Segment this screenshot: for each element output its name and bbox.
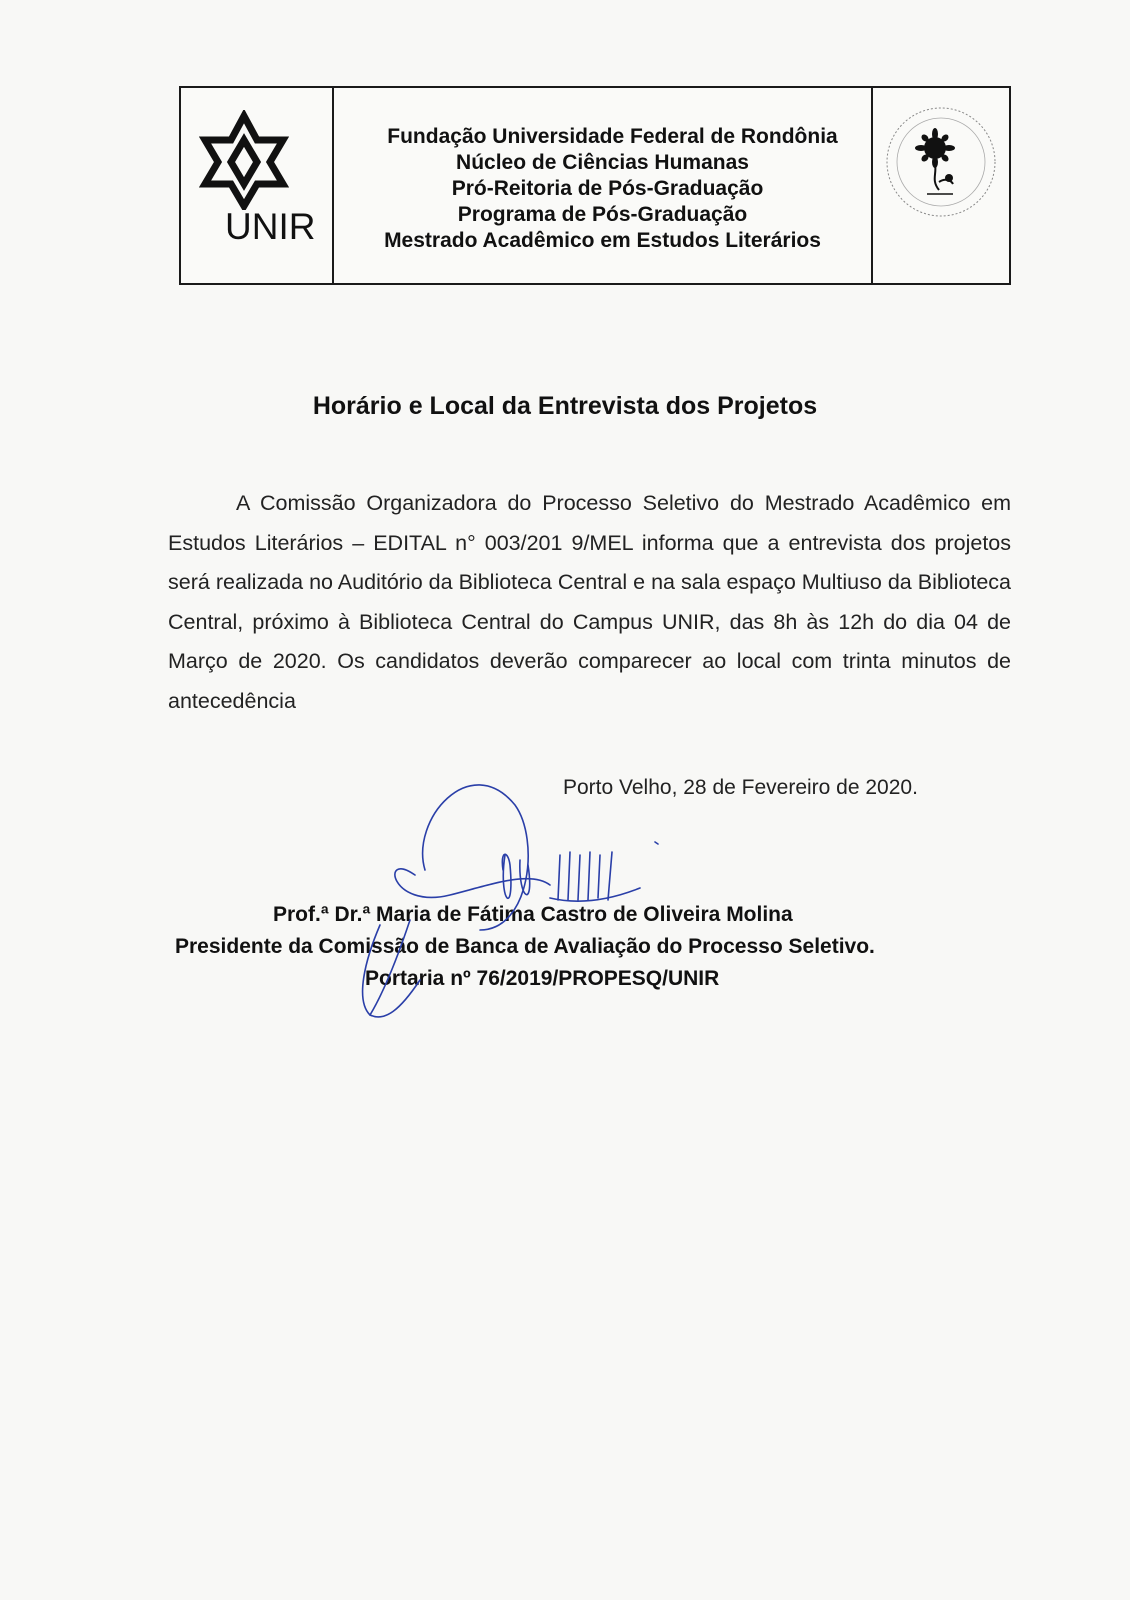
date-line: Porto Velho, 28 de Fevereiro de 2020. [563,776,918,799]
body-paragraph: A Comissão Organizadora do Processo Seletivo do Mestrado Acadêmico em Estudos Literários – EDITAL n° 003/201 9/MEL informa que a entrevista dos projetos será realizada no Auditório da Biblioteca Central e na sala espaço Multiuso da Biblioteca Central, próximo à Biblioteca Central do Campus UNIR, das 8h às 12h do dia 04 de Março de 2020. Os candidatos deverão comparecer ao local com trinta minutos de antecedência [168,491,1011,713]
sunflower-seal-icon [881,102,1001,222]
signatory-name: Prof.ª Dr.ª Maria de Fátima Castro de Oliveira Molina [273,903,793,926]
institution-line-1: Fundação Universidade Federal de Rondônia [387,124,838,148]
unir-star-icon [199,110,289,210]
letterhead [179,86,1011,285]
logo-text: UNIR [225,206,316,247]
institution-line-5: Mestrado Acadêmico em Estudos Literários [384,228,821,252]
unir-logo [181,88,334,283]
signatory-role: Presidente da Comissão de Banca de Avaliação do Processo Seletivo. [175,935,875,958]
signatory-ordinance: Portaria nº 76/2019/PROPESQ/UNIR [365,967,720,990]
program-seal [873,88,1009,283]
institution-line-2: Núcleo de Ciências Humanas [456,150,749,174]
institution-line-4: Programa de Pós-Graduação [457,202,748,226]
institution-line-3: Pró-Reitoria de Pós-Graduação [451,176,764,200]
document-title: Horário e Local da Entrevista dos Projetos [312,392,818,420]
institution-heading [334,88,873,283]
